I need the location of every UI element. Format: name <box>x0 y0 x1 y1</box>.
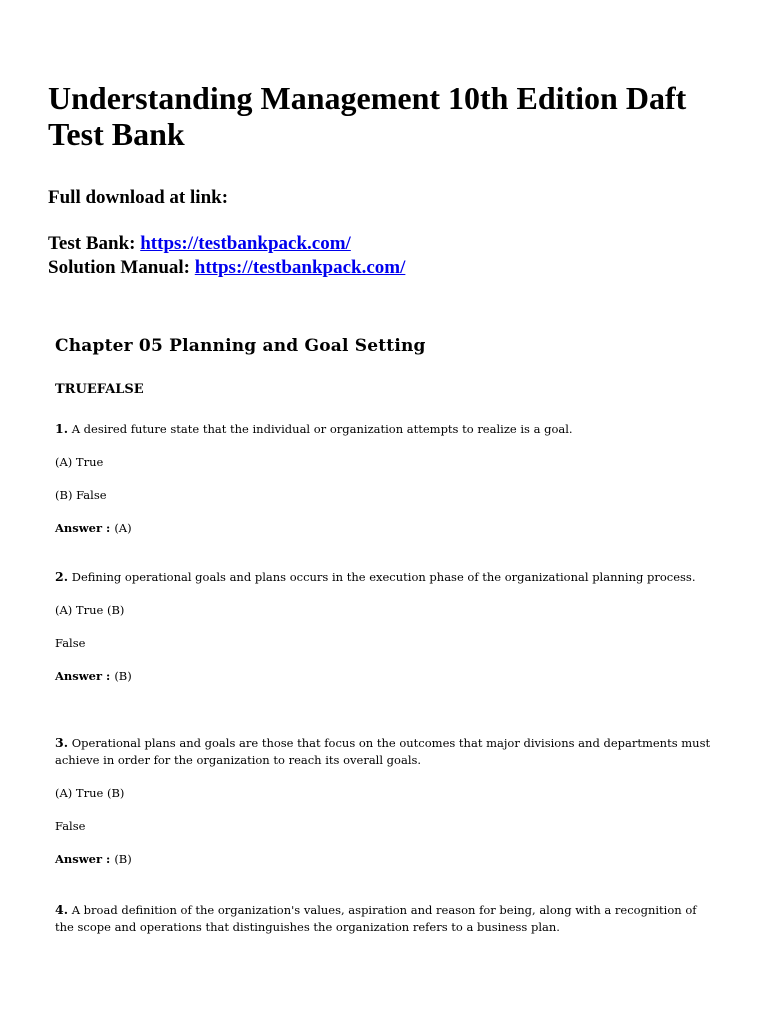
test-bank-row <box>48 232 405 256</box>
question-4 <box>55 901 715 936</box>
question-number: 4. <box>55 902 69 917</box>
answer-label: Answer : <box>55 852 111 866</box>
question-text <box>55 568 715 586</box>
download-links <box>48 232 405 280</box>
question-stem: A broad definition of the organization's values, aspiration and reason for being, along with a recognition of the scope and operations that distinguishes the organization refers to a business plan. <box>55 903 697 934</box>
answer-line <box>55 851 715 868</box>
test-bank-link[interactable]: https://testbankpack.com/ <box>140 233 351 254</box>
question-number: 2. <box>55 569 69 584</box>
test-bank-label: Test Bank: <box>48 233 136 254</box>
document-title: Understanding Management 10th Edition Daft Test Bank <box>48 80 687 152</box>
option-a: (A) True (B) <box>55 786 125 800</box>
question-number: 1. <box>55 421 69 436</box>
option-a: (A) True (B) <box>55 603 125 617</box>
question-stem: Defining operational goals and plans occurs in the execution phase of the organizational planning process. <box>71 570 696 584</box>
solution-manual-link[interactable]: https://testbankpack.com/ <box>194 257 406 278</box>
option-b: (B) False <box>55 488 107 502</box>
chapter-heading: Chapter 05 Planning and Goal Setting <box>55 336 426 356</box>
question-number: 3. <box>55 735 69 750</box>
question-stem: A desired future state that the individual or organization attempts to realize is a goal. <box>71 422 573 436</box>
answer-value: (B) <box>114 669 132 683</box>
option-a: (A) True <box>55 455 104 469</box>
answer-label: Answer : <box>55 669 111 683</box>
solution-manual-row <box>48 256 405 280</box>
option-b: False <box>55 636 86 650</box>
question-text <box>55 734 715 769</box>
question-3 <box>55 734 715 868</box>
question-text <box>55 420 715 438</box>
question-text <box>55 901 715 936</box>
answer-line <box>55 668 715 685</box>
question-2 <box>55 568 715 685</box>
question-1 <box>55 420 715 537</box>
option-b: False <box>55 819 86 833</box>
solution-manual-label: Solution Manual: <box>48 257 191 278</box>
question-stem: Operational plans and goals are those that focus on the outcomes that major divisions and departments must achieve in order for the organization to reach its overall goals. <box>55 736 711 767</box>
answer-value: (B) <box>114 852 132 866</box>
answer-label: Answer : <box>55 521 111 535</box>
answer-line <box>55 520 715 537</box>
section-type-heading: TRUEFALSE <box>55 382 144 397</box>
download-line: Full download at link: <box>48 187 229 208</box>
answer-value: (A) <box>114 521 132 535</box>
